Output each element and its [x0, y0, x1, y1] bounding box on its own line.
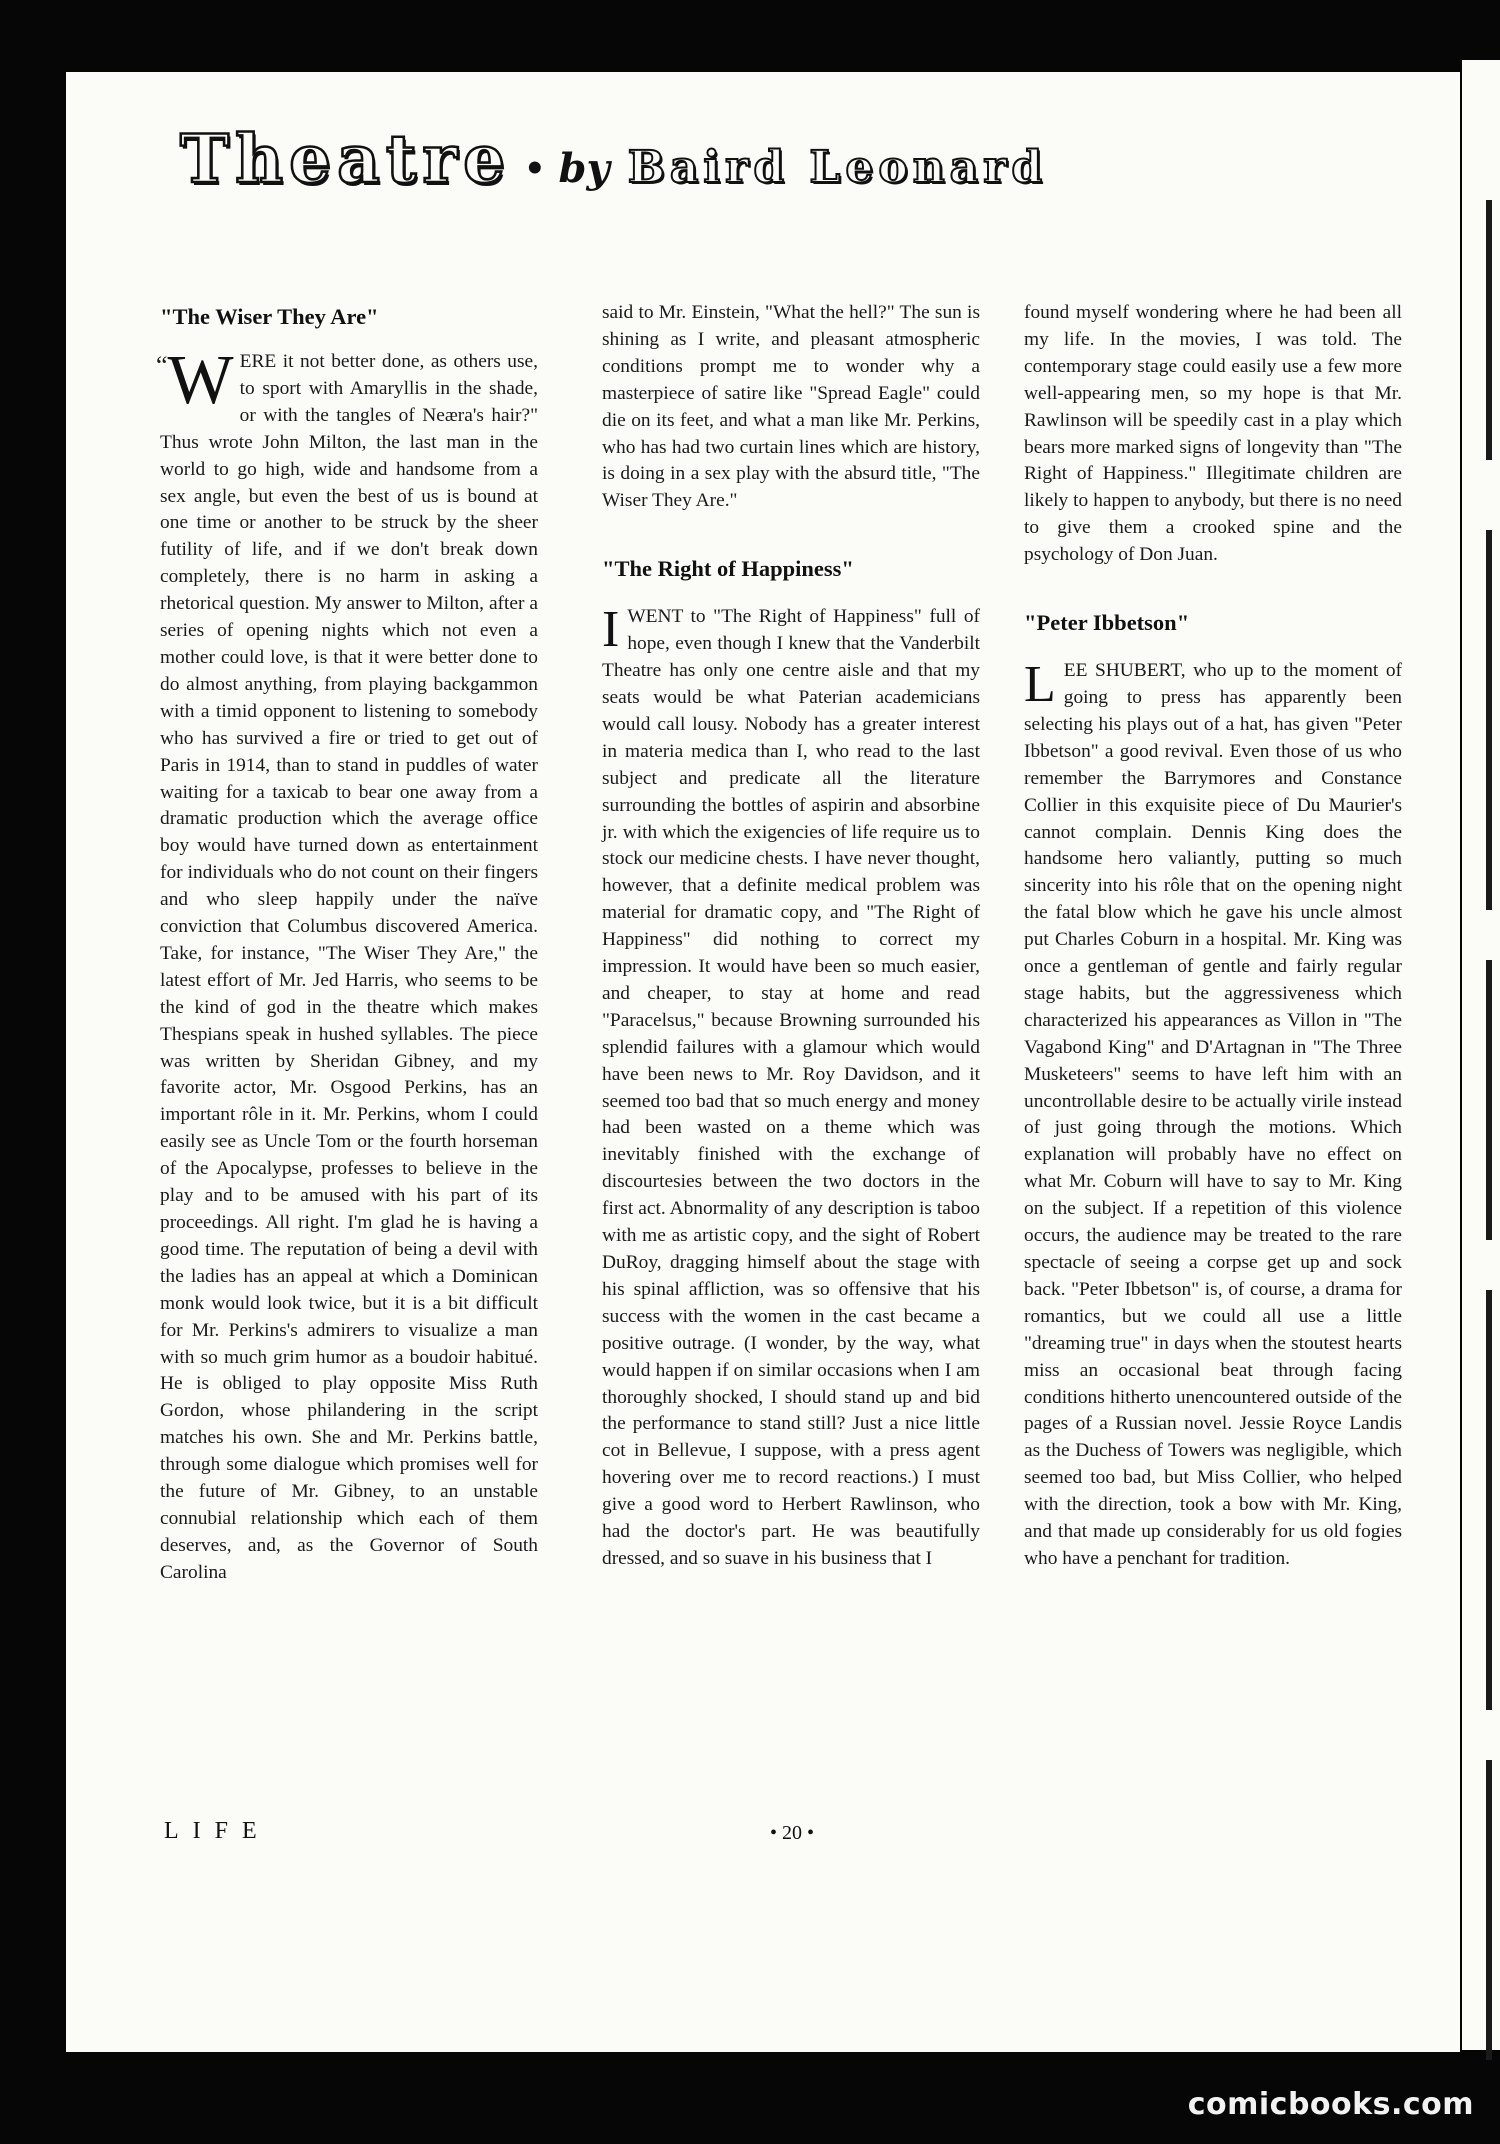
title-author: Baird Leonard — [627, 142, 1048, 193]
ibbetson-text-col3: EE SHUBERT, who up to the moment of going to press has apparently been selecting his plays out of a hat, has given "Peter Ibbetson" a good revival. Even those of us who remember the Barrymores and Constance Collier in this exquisite piece of Du Maurier's cannot complain. Dennis King does the handsome hero valiantly, putting so much sincerity into his rôle that on the opening night the fatal blow which he gave his uncle almost put Charles Coburn in a hospital. Mr. King was once a gentleman of gentle and fairly regular stage habits, but the aggressiveness which characterized his appearances as Villon in "The Vagabond King" and D'Artagnan in "The Three Musketeers" seems to have left him with an uncontrollable desire to be actually virile instead of just going through the motions. Which explanation will probably have no effect on what Mr. Coburn will have to say to Mr. King on the subject. If a repetition of this violence occurs, the audience may be treated to the rare spectacle of seeing a corpse get up and sock back. "Peter Ibbetson" is, of course, a drama for romantics, but we could all use a little "dreaming true" in days when the stoutest hearts miss an occasional beat through facing conditions hitherto unencountered outside of the pages of a Russian novel. Jessie Royce Landis as the Duchess of Towers was negligible, which seemed too bad, but Miss Collier, who helped with the direction, took a bow with Mr. King, and that made up considerably for us old fogies who have a penchant for tradition. — [1024, 660, 1402, 1569]
wiser-text-col2: said to Mr. Einstein, "What the hell?" The sun is shining as I write, and pleasant atmospheric conditions prompt me to wonder why a masterpiece of satire like "Spread Eagle" could die on its feet, and what a man like Mr. Perkins, who has had two curtain lines which are history, is doing in a sex play with the absurd title, "The Wiser They Are." — [602, 302, 980, 512]
dropcap-i: I — [602, 601, 620, 659]
article-wiser-body — [156, 342, 538, 1587]
column-1 — [156, 300, 538, 1587]
heading-peter-ibbetson: "Peter Ibbetson" — [1024, 610, 1190, 636]
column-3 — [1024, 300, 1402, 1573]
open-quote: “ — [156, 351, 168, 380]
article-ibbetson-body — [1024, 658, 1402, 1573]
adjacent-page-edge — [1462, 60, 1500, 2050]
article-happiness-body — [602, 601, 980, 1573]
title-by: by — [558, 145, 610, 192]
heading-right-of-happiness: "The Right of Happiness" — [602, 556, 854, 582]
heading-wiser-they-are: "The Wiser They Are" — [160, 304, 379, 329]
wiser-text-col1: ERE it not better done, as others use, to sport with Amaryllis in the shade, or with the tangles of Neæra's hair?" Thus wrote John Milton, the last man in the world to go high, wide and handsome from a sex angle, but even the best of us is bound at one time or another to be struck by the sheer futility of life, and if we don't break down completely, there is no harm in asking a rhetorical question. My answer to Milton, after a series of opening nights which not even a mother could love, is that it were better done to do almost anything, from playing backgammon with a timid opponent to listening to somebody who has survived a fire or tried to get out of Paris in 1914, than to stand in puddles of water waiting for a taxicab to bear one away from a dramatic production which the average office boy would have turned down as entertainment for individuals who do not count on their fingers and who sleep happily under the naïve conviction that Columbus discovered America. Take, for instance, "The Wiser They Are," the latest effort of Mr. Jed Harris, who seems to be the kind of god in the theatre which makes Thespians speak in hushed syllables. The piece was written by Sheridan Gibney, and my favorite actor, Mr. Osgood Perkins, has an important rôle in it. Mr. Perkins, whom I could easily see as Uncle Tom or the fourth horseman of the Apocalypse, professes to believe in the play and to be amused with his part of its proceedings. All right. I'm glad he is having a good time. The reputation of being a devil with the ladies has an appeal at which a Dominican monk would look twice, but it is a bit difficult for Mr. Perkins's admirers to visualize a man with so much grim humor as a boudoir habitué. He is obliged to play opposite Miss Ruth Gordon, whose philandering in the script matches his own. She and Mr. Perkins battle, through some dialogue which promises well for the future of Mr. Gibney, to an unstable connubial relationship which each of them deserves, and, as the Governor of South Carolina — [160, 351, 538, 1583]
title-theatre: Theatre — [180, 120, 512, 198]
footer-magazine-name: LIFE — [164, 1818, 271, 1844]
dropcap-w: W — [167, 342, 234, 419]
footer-page-number: • 20 • — [770, 1822, 815, 1844]
happiness-text-col3: found myself wondering where he had been all my life. In the movies, I was told. The contemporary stage could easily use a few more well-appearing men, so my hope is that Mr. Rawlinson will be speedily cast in a play which bears more marked signs of longevity than "The Right of Happiness." Illegitimate children are likely to happen to anybody, but there is no need to give them a crooked spine and the psychology of Don Juan. — [1024, 302, 1402, 566]
dropcap-l: L — [1024, 656, 1056, 714]
watermark: comicbooks.com — [1187, 2087, 1474, 2122]
page-title — [180, 120, 1380, 198]
title-separator: • — [527, 143, 543, 192]
column-2 — [602, 300, 980, 1573]
happiness-text-col2: WENT to "The Right of Happiness" full of hope, even though I knew that the Vanderbilt Theatre has only one centre aisle and that my seats would be what Paterian academicians would call lousy. Nobody has a greater interest in materia medica than I, who read to the last subject and predicate all the literature surrounding the bottles of aspirin and absorbine jr. with which the exigencies of life require us to stock our medicine chests. I have never thought, however, that a definite medical problem was material for dramatic copy, and "The Right of Happiness" did nothing to correct my impression. It would have been so much easier, and cheaper, to stay at home and read "Paracelsus," because Browning surrounded his splendid failures with a glamour which would have been news to Mr. Roy Davidson, and it seemed too bad that so much energy and money had been wasted on a theme which was inevitably finished with the exchange of discourtesies between the two doctors in the first act. Abnormality of any description is taboo with me as artistic copy, and the sight of Robert DuRoy, dragging himself about the stage with his spinal affliction, was so offensive that his success with the women in the cast became a positive outrage. (I wonder, by the way, what would happen if on similar occasions when I am thoroughly shocked, I should stand up and bid the performance to stand still? Just a nice little cot in Bellevue, I suppose, with a press agent hovering over me to record reactions.) I must give a good word to Herbert Rawlinson, who had the doctor's part. He was beautifully dressed, and so suave in his business that I — [602, 606, 980, 1569]
